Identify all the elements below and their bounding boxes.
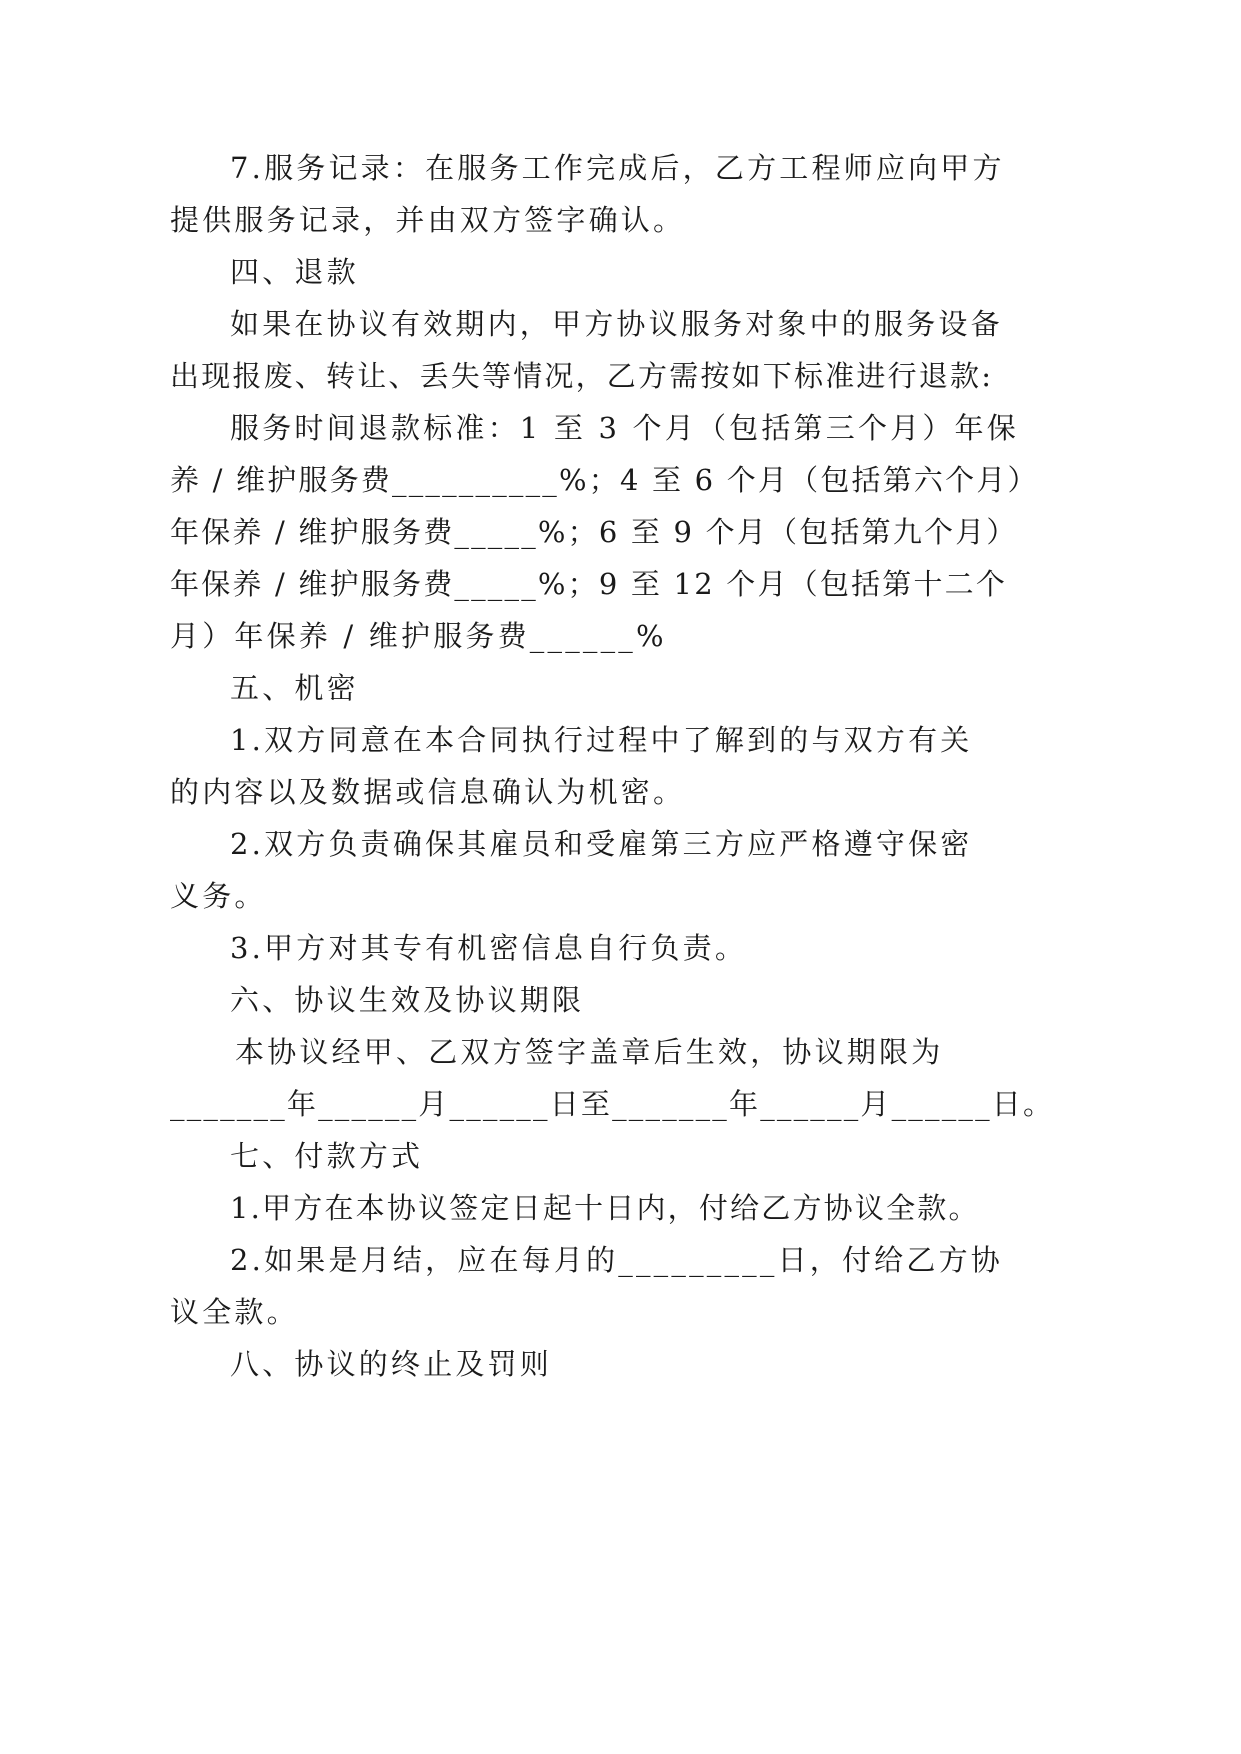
paragraph-line: 义务。 (170, 879, 267, 913)
paragraph-line: 出现报废、转让、丢失等情况，乙方需按如下标准进行退款: (170, 359, 994, 393)
paragraph-line: 年保养 / 维护服务费_____%；6 至 9 个月（包括第九个月） (170, 515, 1018, 549)
paragraph-line: 月）年保养 / 维护服务费______% (170, 619, 667, 653)
paragraph-line: 服务时间退款标准：1 至 3 个月（包括第三个月）年保 (230, 411, 1019, 445)
paragraph-line: 3.甲方对其专有机密信息自行负责。 (230, 931, 748, 965)
section-heading: 八、协议的终止及罚则 (230, 1347, 553, 1381)
paragraph-line: 7.服务记录：在服务工作完成后，乙方工程师应向甲方 (230, 151, 1005, 185)
date-blank-line: _______年______月______日至_______年______月______日。 (170, 1087, 1055, 1121)
paragraph-line: 2.双方负责确保其雇员和受雇第三方应严格遵守保密 (230, 827, 973, 861)
paragraph-line: 的内容以及数据或信息确认为机密。 (170, 775, 686, 809)
paragraph-line: 如果在协议有效期内，甲方协议服务对象中的服务设备 (230, 307, 1003, 341)
paragraph-line: 2.如果是月结，应在每月的_________日，付给乙方协 (230, 1243, 1003, 1277)
section-heading: 五、机密 (230, 671, 359, 705)
paragraph-line: 本协议经甲、乙双方签字盖章后生效，协议期限为 (235, 1035, 944, 1069)
paragraph-line: 提供服务记录，并由双方签字确认。 (170, 203, 686, 237)
section-heading: 七、付款方式 (230, 1139, 424, 1173)
section-heading: 四、退款 (230, 255, 359, 289)
paragraph-line: 养 / 维护服务费__________%；4 至 6 个月（包括第六个月） (170, 463, 1039, 497)
paragraph-line: 1.双方同意在本合同执行过程中了解到的与双方有关 (230, 723, 973, 757)
paragraph-line: 议全款。 (170, 1295, 299, 1329)
section-heading: 六、协议生效及协议期限 (230, 983, 585, 1017)
paragraph-line: 年保养 / 维护服务费_____%；9 至 12 个月（包括第十二个 (170, 567, 1008, 601)
paragraph-line: 1.甲方在本协议签定日起十日内，付给乙方协议全款。 (230, 1191, 980, 1225)
